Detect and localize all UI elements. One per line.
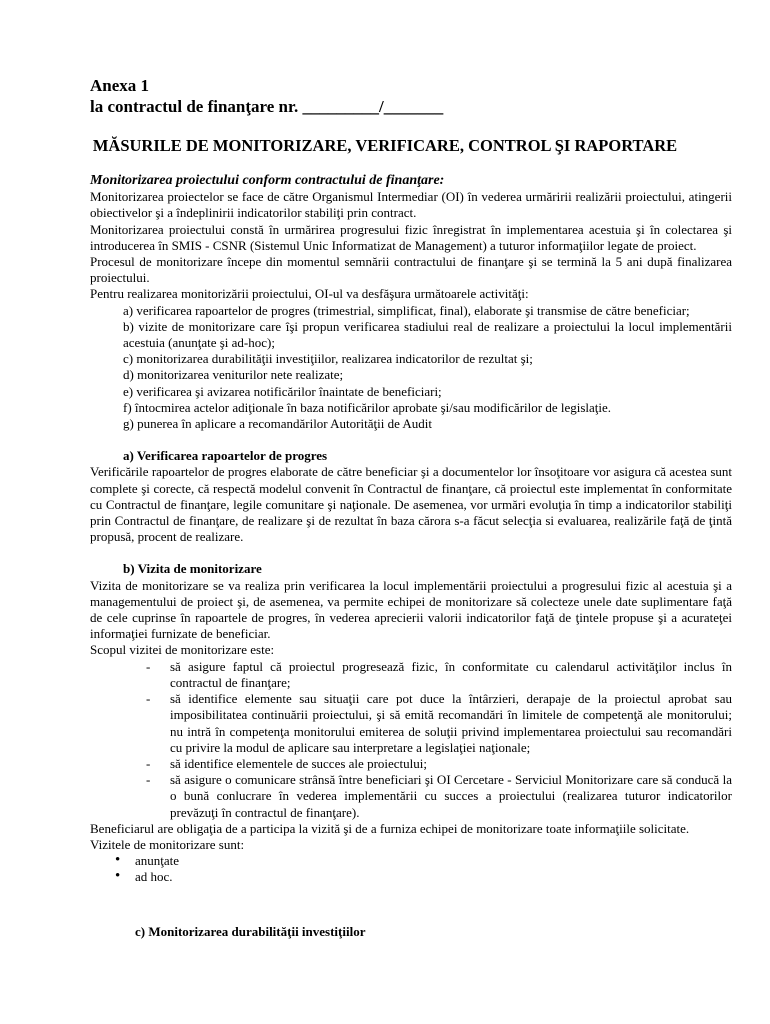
activity-item: f) întocmirea actelor adiţionale în baza notificărilor aprobate şi/sau modificărilor de legislaţie. — [123, 399, 612, 415]
document-body — [90, 173, 732, 940]
intro-paragraph-4: Pentru realizarea monitorizării proiectului, OI-ul va desfăşura următoarele activităţi: — [90, 286, 529, 302]
activity-item: d) monitorizarea veniturilor nete realizate; — [123, 367, 344, 383]
obligation-text: Beneficiarul are obligaţia de a participa la vizită şi de a furniza echipei de monitorizare toate informaţiile solicitate. — [90, 820, 690, 836]
section-b-text: Vizita de monitorizare se va realiza prin verificarea la locul implementării proiectului a progresului fizic al acestuia şi a managementului de proiect şi, de asemenea, va permite echipei de monitorizare să colecteze unele date suplimentare faţă de cele cuprinse în rapoartele de progres, în vederea aprecierii valorii indicatorilor faţă de ţintele propuse şi a acurateţei informaţiei furnizate de beneficiar. — [90, 577, 732, 642]
scope-item: - să identifice elementele de succes ale proiectului; — [170, 756, 732, 772]
scope-item: - să identifice elemente sau situaţii care pot duce la întârzieri, derapaje de la proiectul aprobat sau imposibilitatea continuării proiectului, şi să emită recomandări în limitele de competenţă ale monitorului; nu intră în competenţa monitorului emiterea de soluţii privind implementarea proiectului sau recomandări cu privire la modul de aplicare sau interpretare a legislaţiei naţionale; — [170, 691, 732, 756]
activity-item: e) verificarea şi avizarea notificărilor înaintate de beneficiari; — [123, 383, 442, 399]
scope-list — [90, 659, 732, 821]
scope-item: - să asigure faptul că proiectul progresează fizic, în conformitate cu calendarul activităţilor inclus în contractul de finanţare; — [170, 659, 732, 691]
visit-type-item: • ad hoc. — [135, 869, 732, 885]
activity-item: g) punerea în aplicare a recomandărilor Autorităţii de Audit — [123, 416, 432, 432]
visits-intro: Vizitele de monitorizare sunt: — [90, 836, 245, 852]
activity-item: a) verificarea rapoartelor de progres (trimestrial, simplificat, final), elaborate şi transmise de către beneficiar; — [123, 302, 690, 318]
spacer — [90, 432, 732, 448]
intro-paragraph-1: Monitorizarea proiectelor se face de către Organismul Intermediar (OI) în vederea urmăririi realizării proiectului, atingerii obiectivelor şi a îndeplinirii indicatorilor stabiliţi prin contract. — [90, 189, 732, 221]
contract-reference: la contractul de finanţare nr. _________/_______ — [90, 97, 444, 116]
spacer — [90, 545, 732, 561]
intro-paragraph-2: Monitorizarea proiectului constă în urmărirea progresului fizic înregistrat în implementarea acestuia şi în colectarea şi introducerea în SMIS - CSNR (Sistemul Unic Informatizat de Management) a tuturor informaţiilor legate de proiect. — [90, 221, 732, 253]
document-title: MĂSURILE DE MONITORIZARE, VERIFICARE, CONTROL ŞI RAPORTARE — [92, 136, 678, 155]
activity-item: c) monitorizarea durabilităţii investiţiilor, realizarea indicatorilor de rezultat şi; — [123, 351, 533, 367]
visit-types-list — [90, 853, 732, 885]
scope-item: - să asigure o comunicare strânsă între beneficiari şi OI Cercetare - Serviciul Monitorizare care să conducă la o bună conlucrare în vederea implementării cu succes a proiectului (realizarea tuturor indicatorilor prevăzuţi în contractul de finanţare). — [170, 772, 732, 821]
section-b-heading: b) Vizita de monitorizare — [123, 561, 262, 577]
section-a-heading: a) Verificarea rapoartelor de progres — [123, 448, 328, 464]
scope-intro: Scopul vizitei de monitorizare este: — [90, 642, 275, 658]
intro-subtitle: Monitorizarea proiectului conform contractului de finanţare: — [90, 173, 445, 188]
activities-list — [90, 303, 732, 433]
activity-item: b) vizite de monitorizare care îşi propun verificarea stadiului real de realizare a proiectului la locul implementării acestuia (anunţate şi ad-hoc); — [123, 318, 732, 351]
section-a-text: Verificările rapoartelor de progres elaborate de către beneficiar şi a documentelor lor însoţitoare vor asigura că acestea sunt complete şi corecte, că respectă modelul convenit în Contractul de finanţare, că proiectul este implementat în conformitate cu Contractul de finanţare, legile comunitare şi naţionale. De asemenea, vor urmări evoluţia în timp a indicatorilor stabiliţi prin Contractul de finanţare, de realizare şi de rezultat în baza cărora s-a făcut selecţia si evaluarea, realizările faţă de ţintă propusă, procent de realizare. — [90, 464, 732, 545]
annex-header — [90, 75, 443, 117]
intro-paragraph-3: Procesul de monitorizare începe din momentul semnării contractului de finanţare şi se termină la 5 ani după finalizarea proiectului. — [90, 254, 732, 286]
section-c-heading: c) Monitorizarea durabilităţii investiţiilor — [135, 923, 366, 939]
annex-number: Anexa 1 — [90, 76, 150, 95]
visit-type-item: • anunţate — [135, 853, 732, 869]
spacer — [90, 886, 732, 924]
